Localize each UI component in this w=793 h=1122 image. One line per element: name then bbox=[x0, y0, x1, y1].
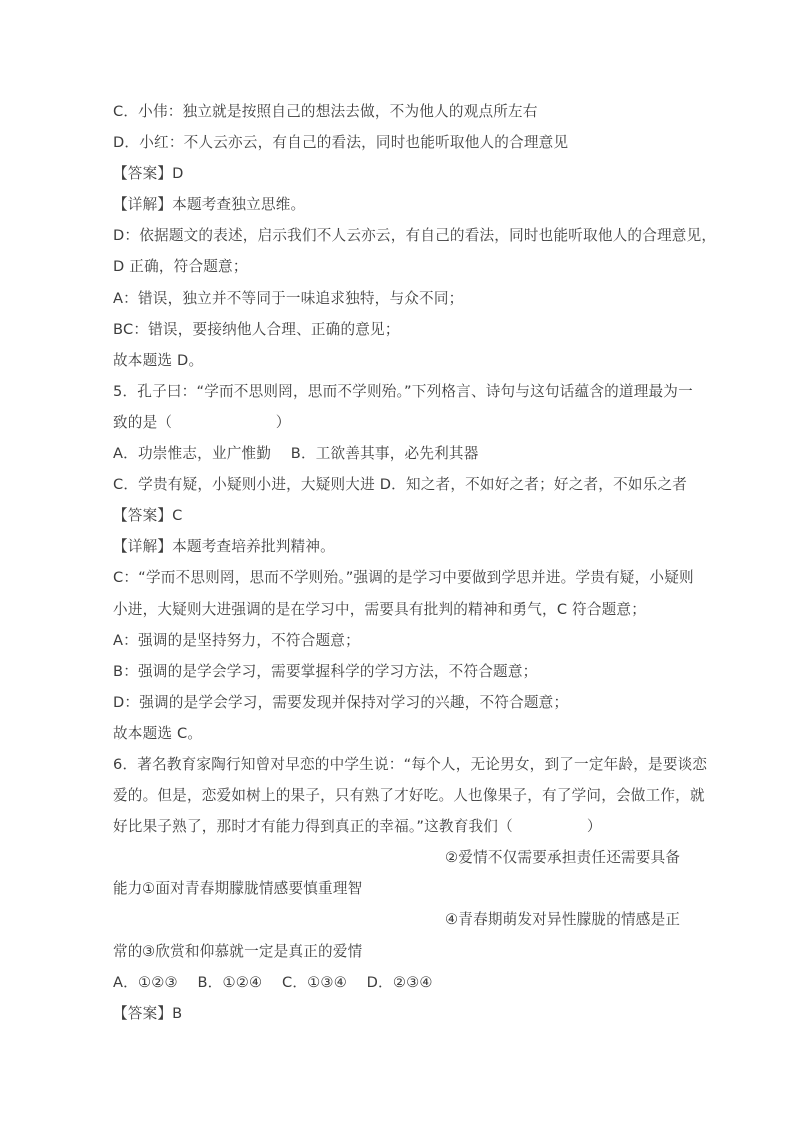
q5-answer: 【答案】C bbox=[113, 507, 183, 525]
q6-answer: 【答案】B bbox=[113, 1004, 183, 1022]
q5-options-line: A．功崇惟志，业广惟勤 B．工欲善其事，必先利其器 bbox=[113, 445, 479, 463]
q5-analysis-line: A：强调的是坚持努力，不符合题意； bbox=[113, 631, 360, 649]
q6-options-line: A．①②③ B．①②④ C．①③④ D．②③④ bbox=[113, 973, 433, 991]
q5-analysis-line: 小进，大疑则大进强调的是在学习中，需要具有批判的精神和勇气，C 符合题意； bbox=[113, 600, 647, 618]
q5-analysis-line: B：强调的是学会学习，需要掌握科学的学习方法，不符合题意； bbox=[113, 662, 538, 680]
q4-analysis-line: 故本题选 D。 bbox=[113, 351, 204, 369]
q5-analysis-line: D：强调的是学会学习，需要发现并保持对学习的兴趣，不符合题意； bbox=[113, 693, 569, 711]
q6-item-2-wrap: 能力 bbox=[113, 880, 143, 898]
q6-stem-line: 爱的。但是，恋爱如树上的果子，只有熟了才好吃。人也像果子，有了学问，会做工作，就 bbox=[113, 787, 705, 805]
q4-answer: 【答案】D bbox=[113, 165, 184, 183]
q6-item-3: ③欣赏和仰慕就一定是真正的爱情 bbox=[142, 942, 363, 960]
q5-stem-line: 5．孔子曰：“学而不思则罔，思而不学则殆。”下列格言、诗句与这句话蕴含的道理最为一 bbox=[113, 382, 693, 400]
q6-stem-line: 6．著名教育家陶行知曾对早恋的中学生说：“每个人，无论男女，到了一定年龄，是要谈恋 bbox=[113, 755, 708, 773]
q5-options-line: C．学贵有疑，小疑则小进，大疑则大进 D．知之者，不如好之者；好之者，不如乐之者 bbox=[113, 476, 688, 494]
q4-analysis-line: D：依据题文的表述，启示我们不人云亦云，有自己的看法，同时也能听取他人的合理意见， bbox=[113, 227, 717, 245]
q4-option-d: D．小红：不人云亦云，有自己的看法，同时也能听取他人的合理意见 bbox=[113, 134, 569, 152]
q4-analysis-line: A：错误，独立并不等同于一味追求独特，与众不同； bbox=[113, 289, 464, 307]
q6-item-4: ④青春期萌发对异性朦胧的情感是正 bbox=[445, 911, 681, 929]
q5-analysis-line: 【详解】本题考查培养批判精神。 bbox=[113, 538, 335, 556]
q5-analysis-line: 故本题选 C。 bbox=[113, 724, 203, 742]
q6-item-2: ②爱情不仅需要承担责任还需要具备 bbox=[445, 849, 681, 867]
q4-analysis-line: D 正确，符合题意； bbox=[113, 258, 248, 276]
q6-item-1: ①面对青春期朦胧情感要慎重理智 bbox=[142, 880, 363, 898]
q5-stem-line: 致的是（ ） bbox=[113, 413, 291, 431]
q6-stem-line: 好比果子熟了，那时才有能力得到真正的幸福。”这教育我们（ ） bbox=[113, 818, 602, 836]
q5-analysis-line: C：“学而不思则罔，思而不学则殆。”强调的是学习中要做到学思并进。学贵有疑，小疑则 bbox=[113, 569, 694, 587]
q4-option-c: C．小伟：独立就是按照自己的想法去做，不为他人的观点所左右 bbox=[113, 103, 538, 120]
q4-analysis-line: BC：错误，要接纳他人合理、正确的意见； bbox=[113, 320, 400, 338]
q6-item-4-wrap: 常的 bbox=[113, 942, 143, 960]
q4-analysis-line: 【详解】本题考查独立思维。 bbox=[113, 196, 306, 214]
document-content bbox=[113, 96, 717, 1029]
